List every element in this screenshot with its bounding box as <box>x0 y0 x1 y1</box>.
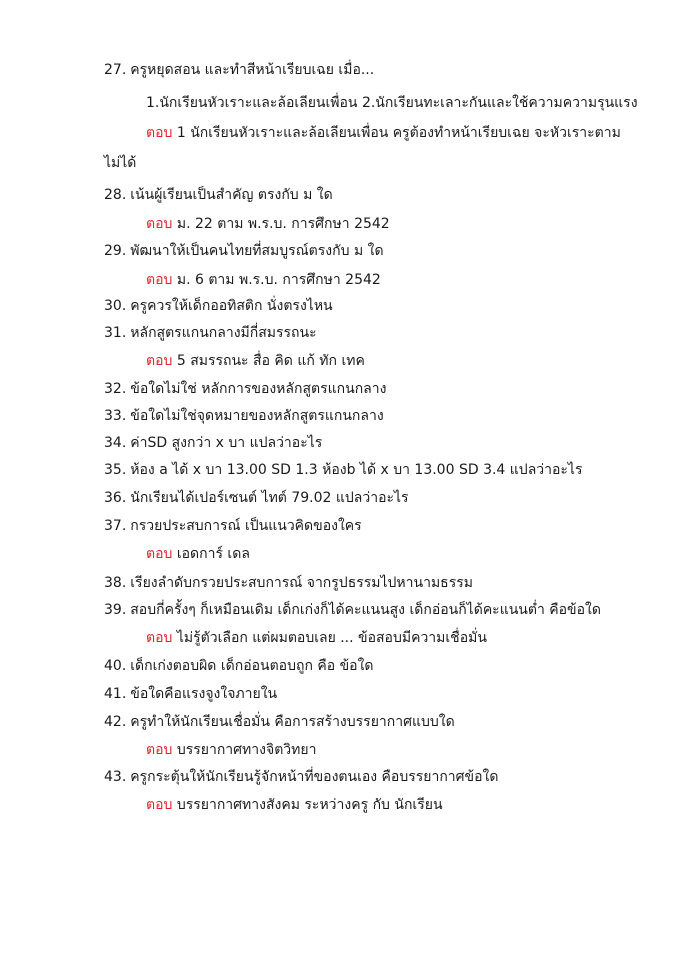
question-text: เรียงลำดับกรวยประสบการณ์ จากรูปธรรมไปหานามธรรม <box>130 575 473 591</box>
answer-text: 5 สมรรถนะ สื่อ คิด แก้ ทัก เทค <box>176 353 365 369</box>
question-30 <box>104 296 333 316</box>
question-28 <box>104 185 333 205</box>
answer-label: ตอบ <box>146 742 173 758</box>
question-42 <box>104 712 455 732</box>
answer-37 <box>146 544 250 564</box>
question-number: 29. <box>104 243 127 259</box>
question-number: 27. <box>104 62 127 78</box>
question-text: ข้อใดไม่ใช่จุดหมายของหลักสูตรแกนกลาง <box>130 408 384 424</box>
answer-42 <box>146 740 316 760</box>
question-number: 31. <box>104 325 127 341</box>
answer-31 <box>146 351 365 371</box>
question-41 <box>104 684 277 704</box>
answer-29 <box>146 270 381 290</box>
question-34 <box>104 433 322 453</box>
answer-label: ตอบ <box>146 216 173 232</box>
answer-label: ตอบ <box>146 272 173 288</box>
question-38 <box>104 573 473 593</box>
answer-label: ตอบ <box>146 797 173 813</box>
question-number: 28. <box>104 187 127 203</box>
question-number: 38. <box>104 575 127 591</box>
question-43 <box>104 767 498 787</box>
answer-28 <box>146 214 390 234</box>
question-number: 41. <box>104 686 127 702</box>
question-33 <box>104 406 384 426</box>
question-text: เด็กเก่งตอบผิด เด็กอ่อนตอบถูก คือ ข้อใด <box>130 658 374 674</box>
answer-label: ตอบ <box>146 630 173 646</box>
question-37 <box>104 516 362 536</box>
question-29 <box>104 241 384 261</box>
question-text: ข้อใดคือแรงจูงใจภายใน <box>130 686 278 702</box>
answer-27 <box>146 123 621 143</box>
question-text: ครูควรให้เด็กออทิสติก นั่งตรงไหน <box>130 298 333 314</box>
question-text: ครูกระตุ้นให้นักเรียนรู้จักหน้าที่ของตนเอง คือบรรยากาศข้อใด <box>130 769 499 785</box>
question-39 <box>104 600 601 620</box>
answer-text: บรรยากาศทางสังคม ระหว่างครู กับ นักเรียน <box>176 797 443 813</box>
answer-text: เอดการ์ เดล <box>176 546 250 562</box>
question-text: ค่าSD สูงกว่า x บา แปลว่าอะไร <box>130 435 323 451</box>
question-number: 43. <box>104 769 127 785</box>
question-text: พัฒนาให้เป็นคนไทยที่สมบูรณ์ตรงกับ ม ใด <box>130 243 384 259</box>
question-text: ครูทำให้นักเรียนเชื่อมั่น คือการสร้างบรรยากาศแบบใด <box>130 714 455 730</box>
question-27-options: 1.นักเรียนหัวเราะและล้อเลียนเพื่อน 2.นักเรียนทะเลาะกันและใช้ความความรุนแรง <box>146 95 638 111</box>
question-number: 40. <box>104 658 127 674</box>
answer-text: ม. 22 ตาม พ.ร.บ. การศึกษา 2542 <box>176 216 390 232</box>
question-text: หลักสูตรแกนกลางมีกี่สมรรถนะ <box>130 325 317 341</box>
answer-text: ม. 6 ตาม พ.ร.บ. การศึกษา 2542 <box>176 272 381 288</box>
answer-43 <box>146 795 443 815</box>
answer-39 <box>146 628 487 648</box>
question-text: ครูหยุดสอน และทำสีหน้าเรียบเฉย เมื่อ... <box>130 62 375 78</box>
answer-text: ไม่รู้ตัวเลือก แต่ผมตอบเลย ... ข้อสอบมีความเชื่อมั่น <box>176 630 487 646</box>
question-text: ห้อง a ได้ x บา 13.00 SD 1.3 ห้องb ได้ x บา 13.00 SD 3.4 แปลว่าอะไร <box>130 462 583 478</box>
answer-text: บรรยากาศทางจิตวิทยา <box>176 742 317 758</box>
question-number: 33. <box>104 408 127 424</box>
question-32 <box>104 379 386 399</box>
answer-label: ตอบ <box>146 546 173 562</box>
question-text: สอบกี่ครั้งๆ ก็เหมือนเดิม เด็กเก่งก็ได้คะแนนสูง เด็กอ่อนก็ได้คะแนนต่ำ คือข้อใด <box>130 602 601 618</box>
question-number: 39. <box>104 602 127 618</box>
question-number: 34. <box>104 435 127 451</box>
question-text: กรวยประสบการณ์ เป็นแนวคิดของใคร <box>130 518 362 534</box>
answer-label: ตอบ <box>146 125 173 141</box>
question-36 <box>104 488 409 508</box>
answer-27-continued: ไม่ได้ <box>104 155 137 171</box>
answer-label: ตอบ <box>146 353 173 369</box>
question-27 <box>104 60 374 80</box>
question-number: 35. <box>104 462 127 478</box>
question-35 <box>104 460 582 480</box>
question-text: ข้อใดไม่ใช่ หลักการของหลักสูตรแกนกลาง <box>130 381 387 397</box>
question-number: 36. <box>104 490 127 506</box>
question-text: นักเรียนได้เปอร์เซนต์ ไทต์ 79.02 แปลว่าอะไร <box>130 490 409 506</box>
question-40 <box>104 656 374 676</box>
answer-text: 1 นักเรียนหัวเราะและล้อเลียนเพื่อน ครูต้องทำหน้าเรียบเฉย จะหัวเราะตาม <box>176 125 621 141</box>
question-number: 30. <box>104 298 127 314</box>
question-number: 37. <box>104 518 127 534</box>
question-number: 32. <box>104 381 127 397</box>
question-31 <box>104 323 317 343</box>
question-number: 42. <box>104 714 127 730</box>
question-text: เน้นผู้เรียนเป็นสำคัญ ตรงกับ ม ใด <box>130 187 333 203</box>
